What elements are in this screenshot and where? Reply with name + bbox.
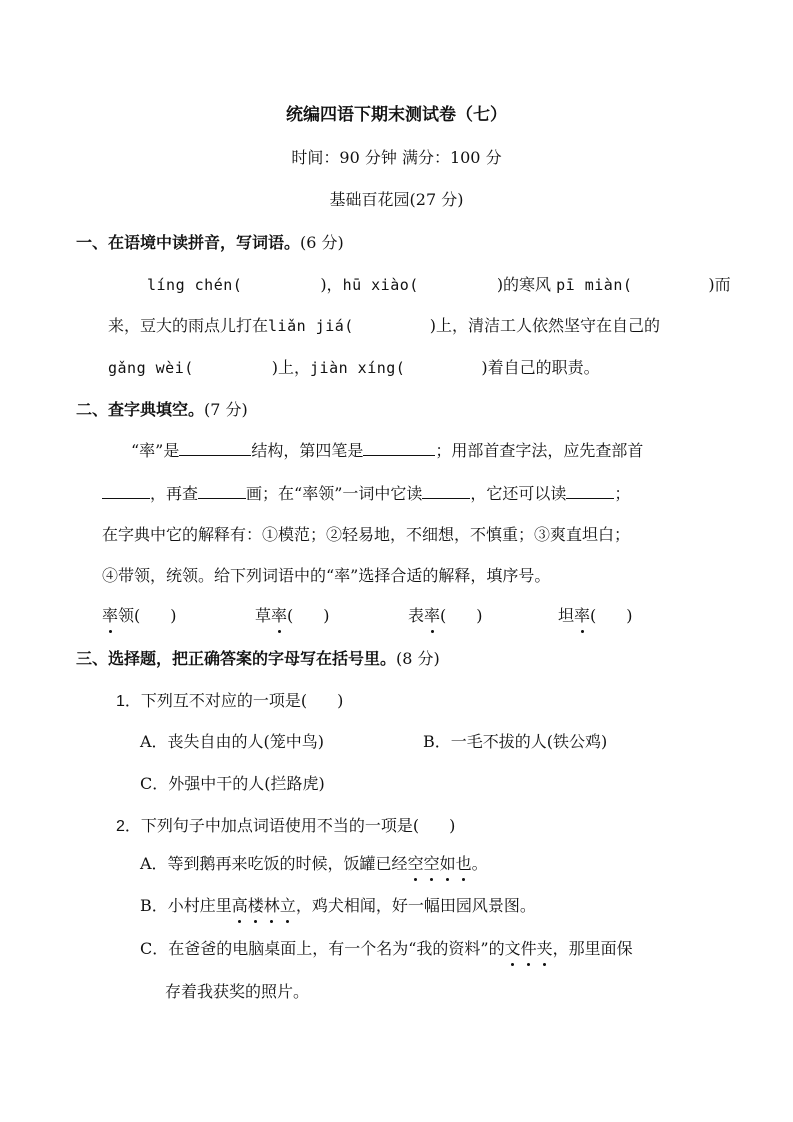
dotted-char: 也 bbox=[455, 854, 472, 873]
fill-blank[interactable] bbox=[566, 484, 614, 499]
section2-line2: ，再查 画；在“率领”一词中它读 ，它还可以读 ； bbox=[102, 483, 630, 505]
dotted-char: 夹 bbox=[536, 939, 553, 958]
section1-line2: 来，豆大的雨点儿打在liǎn jiá( )上，清洁工人依然坚守在自己的 bbox=[108, 316, 661, 335]
section1-line1: líng chén( )，hū xiào( )的寒风 pī miàn( )而 bbox=[147, 275, 731, 294]
dotted-char: 率 bbox=[574, 606, 591, 625]
fill-blank[interactable] bbox=[422, 484, 470, 499]
question-2-stem: 2．下列句子中加点词语使用不当的一项是( ) bbox=[116, 816, 456, 835]
dotted-char: 率 bbox=[102, 606, 119, 625]
question-2-option-c-continued: 存着我获奖的照片。 bbox=[165, 982, 310, 1001]
section3-heading: 三、选择题，把正确答案的字母写在括号里。(8 分) bbox=[76, 649, 440, 668]
dotted-char: 高 bbox=[231, 896, 248, 915]
question-1-option-c[interactable]: C．外强中干的人(拦路虎) bbox=[140, 774, 325, 793]
section1-heading: 一、在语境中读拼音，写词语。(6 分) bbox=[76, 233, 344, 252]
dotted-char: 件 bbox=[520, 939, 537, 958]
dotted-char: 如 bbox=[439, 854, 456, 873]
dotted-char: 林 bbox=[263, 896, 280, 915]
section2-line1: “率”是 结构，第四笔是 ；用部首查字法，应先查部首 bbox=[131, 441, 644, 460]
section2-item-4: 坦率( ) bbox=[558, 606, 633, 625]
section2-item-1: 率领( ) bbox=[102, 606, 177, 625]
section2-heading: 二、查字典填空。(7 分) bbox=[76, 400, 248, 419]
dotted-char: 空 bbox=[407, 854, 424, 873]
fill-blank[interactable] bbox=[102, 484, 150, 499]
page-title: 统编四语下期末测试卷（七） bbox=[286, 105, 507, 125]
section2-item-3: 表率( ) bbox=[408, 606, 483, 625]
question-1-option-b[interactable]: B．一毛不拔的人(铁公鸡) bbox=[423, 732, 608, 751]
fill-blank[interactable] bbox=[363, 441, 435, 456]
section1-line3: gǎng wèi( )上，jiàn xíng( )着自己的职责。 bbox=[108, 358, 600, 377]
question-2-option-c[interactable]: C．在爸爸的电脑桌面上，有一个名为“我的资料”的文件夹，那里面保 bbox=[140, 939, 633, 958]
question-2-option-b[interactable]: B．小村庄里高楼林立，鸡犬相闻，好一幅田园风景图。 bbox=[140, 896, 536, 915]
question-1-stem: 1．下列互不对应的一项是( ) bbox=[116, 691, 344, 710]
section2-line4: ④带领，统领。给下列词语中的“率”选择合适的解释，填序号。 bbox=[102, 566, 551, 585]
dotted-char: 空 bbox=[423, 854, 440, 873]
section2-line3: 在字典中它的解释有：①模范；②轻易地，不细想，不慎重；③爽直坦白； bbox=[102, 525, 631, 544]
dotted-char: 楼 bbox=[247, 896, 264, 915]
dotted-char: 立 bbox=[279, 896, 296, 915]
question-1-option-a[interactable]: A．丧失自由的人(笼中鸟) bbox=[140, 732, 325, 751]
dotted-char: 率 bbox=[271, 606, 288, 625]
part-heading: 基础百花园(27 分) bbox=[329, 190, 464, 209]
time-score-line: 时间：90 分钟 满分：100 分 bbox=[291, 148, 502, 167]
dotted-char: 文 bbox=[504, 939, 521, 958]
question-2-option-a[interactable]: A．等到鹅再来吃饭的时候，饭罐已经空空如也。 bbox=[140, 854, 488, 873]
fill-blank[interactable] bbox=[179, 441, 251, 456]
fill-blank[interactable] bbox=[198, 484, 246, 499]
section2-item-2: 草率( ) bbox=[255, 606, 330, 625]
dotted-char: 率 bbox=[424, 606, 441, 625]
